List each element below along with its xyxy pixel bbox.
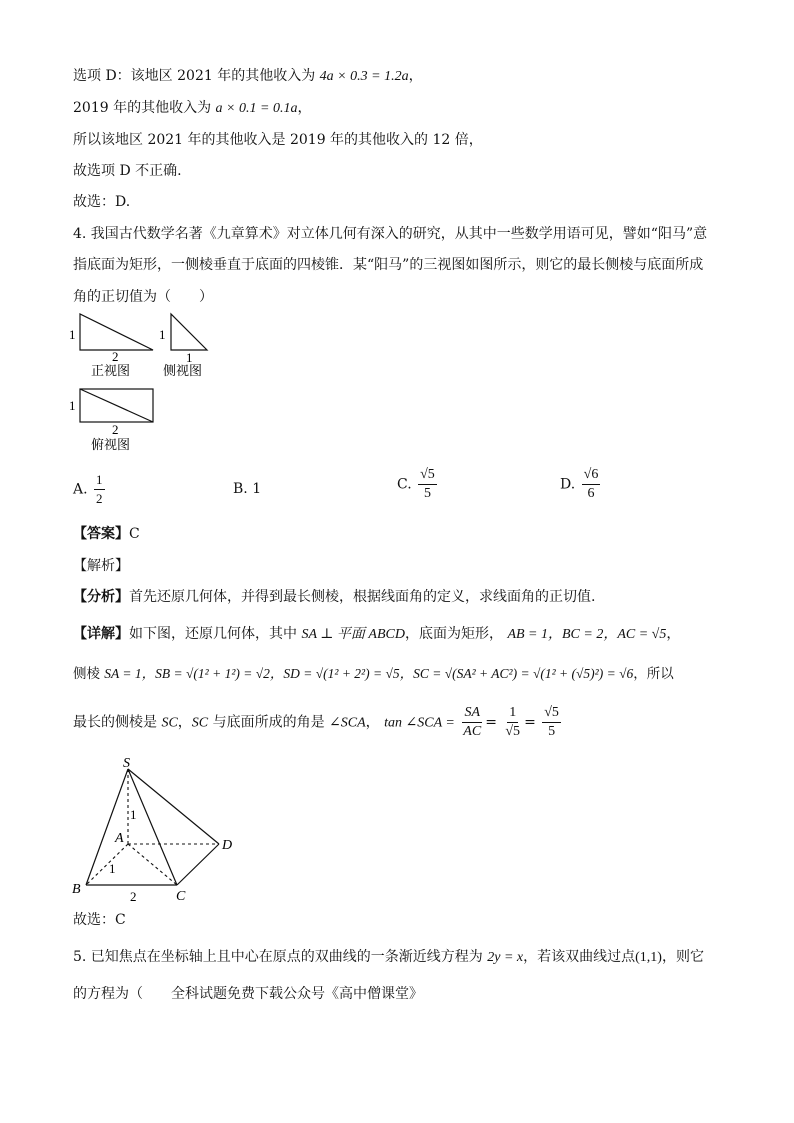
edge-sa-length: 1	[130, 807, 137, 822]
side-view-height: 1	[159, 327, 166, 342]
front-view-width: 2	[112, 349, 119, 364]
vertex-c-label: C	[176, 889, 186, 904]
solution-line-4: 故选项 D 不正确.	[73, 163, 182, 179]
tan-fraction-2: $\frac{1}{√5}$	[505, 705, 521, 739]
edge-bc-length: 2	[130, 889, 137, 904]
three-views-figure	[66, 310, 226, 456]
tan-fraction-1: $\frac{SA}{AC}$	[463, 705, 482, 739]
select-c-line: 故选：C	[73, 912, 126, 928]
solution-line-3: 所以该地区 2021 年的其他收入是 2019 年的其他收入的 12 倍，	[73, 132, 483, 148]
q4-text-line-2: 指底面为矩形，一侧棱垂直于底面的四棱锥．某“阳马”的三视图如图所示，则它的最长侧棱与底面所成	[73, 257, 704, 273]
answer-tag: 【答案】	[73, 526, 129, 542]
pyramid-figure	[66, 752, 246, 907]
vertex-a-label: A	[115, 831, 124, 846]
fenxi-line: 【分析】首先还原几何体，并得到最长侧棱，根据线面角的定义，求线面角的正切值.	[73, 589, 596, 605]
top-view-height: 1	[69, 398, 76, 413]
solution-line-1: 选项 D：该地区 2021 年的其他收入为 4a × 0.3 = 1.2a，	[73, 68, 423, 84]
analysis-tag: 【解析】	[73, 558, 129, 574]
edge-ab-length: 1	[109, 861, 116, 876]
answer-value: C	[129, 526, 140, 542]
solution-line-2: 2019 年的其他收入为 a × 0.1 = 0.1a，	[73, 100, 312, 116]
front-view	[69, 314, 153, 378]
top-view	[69, 389, 153, 452]
vertex-b-label: B	[72, 882, 81, 897]
xiangjie-line: 【详解】如下图，还原几何体，其中 SA ⊥ 平面 ABCD，底面为矩形， AB = 1，BC = 2，AC = √5，	[73, 626, 681, 642]
q5-text-line-2: 的方程为（ 全科试题免费下载公众号《高中僧课堂》	[73, 986, 423, 1002]
side-view-width: 1	[186, 350, 193, 365]
option-a[interactable]: A. $\frac{1}{2}$	[73, 472, 103, 506]
lateral-edges-line: 侧棱 SA = 1，SB = √(1² + 1²) = √2，SD = √(1² + 2²) = √5，SC = √(SA² + AC²) = √(1² + (√5)²) = √6，所以	[73, 666, 674, 682]
q4-text-line-3: 角的正切值为（ ）	[73, 289, 213, 305]
q5-text-line-1: 5. 已知焦点在坐标轴上且中心在原点的双曲线的一条渐近线方程为 2y = x，若该双曲线过点(1,1)，则它	[73, 949, 704, 965]
q4-text-line-1: 4. 我国古代数学名著《九章算术》对立体几何有深入的研究，从其中一些数学用语可见，譬如“阳马”意	[73, 226, 708, 242]
solution-line-5: 故选：D.	[73, 194, 131, 210]
option-d-fraction: $\frac{√6}{6}$	[583, 467, 599, 501]
vertex-d-label: D	[222, 838, 233, 853]
option-b[interactable]: B. 1	[233, 481, 262, 497]
top-view-width: 2	[112, 422, 119, 437]
side-view-label: 侧视图	[163, 363, 203, 378]
answer-line	[73, 524, 140, 544]
option-c-fraction: $\frac{√5}{5}$	[420, 467, 435, 501]
vertex-s-label: S	[123, 756, 130, 771]
option-d[interactable]: D. $\frac{√6}{6}$	[560, 467, 599, 501]
top-view-label: 俯视图	[91, 437, 131, 452]
tan-fraction-3: $\frac{√5}{5}$	[544, 705, 559, 739]
option-a-fraction: $\frac{1}{2}$	[96, 472, 103, 506]
front-view-height: 1	[69, 327, 76, 342]
front-view-label: 正视图	[91, 363, 131, 378]
option-c[interactable]: C. $\frac{√5}{5}$	[397, 467, 435, 501]
conclusion-line: 最长的侧棱是 SC，SC 与底面所成的角是 ∠SCA， tan ∠SCA = $\frac{SA}{AC}$ = $\frac{1}{√5}$ = $\frac{√5}{5}$	[73, 705, 559, 739]
side-view	[159, 314, 207, 378]
